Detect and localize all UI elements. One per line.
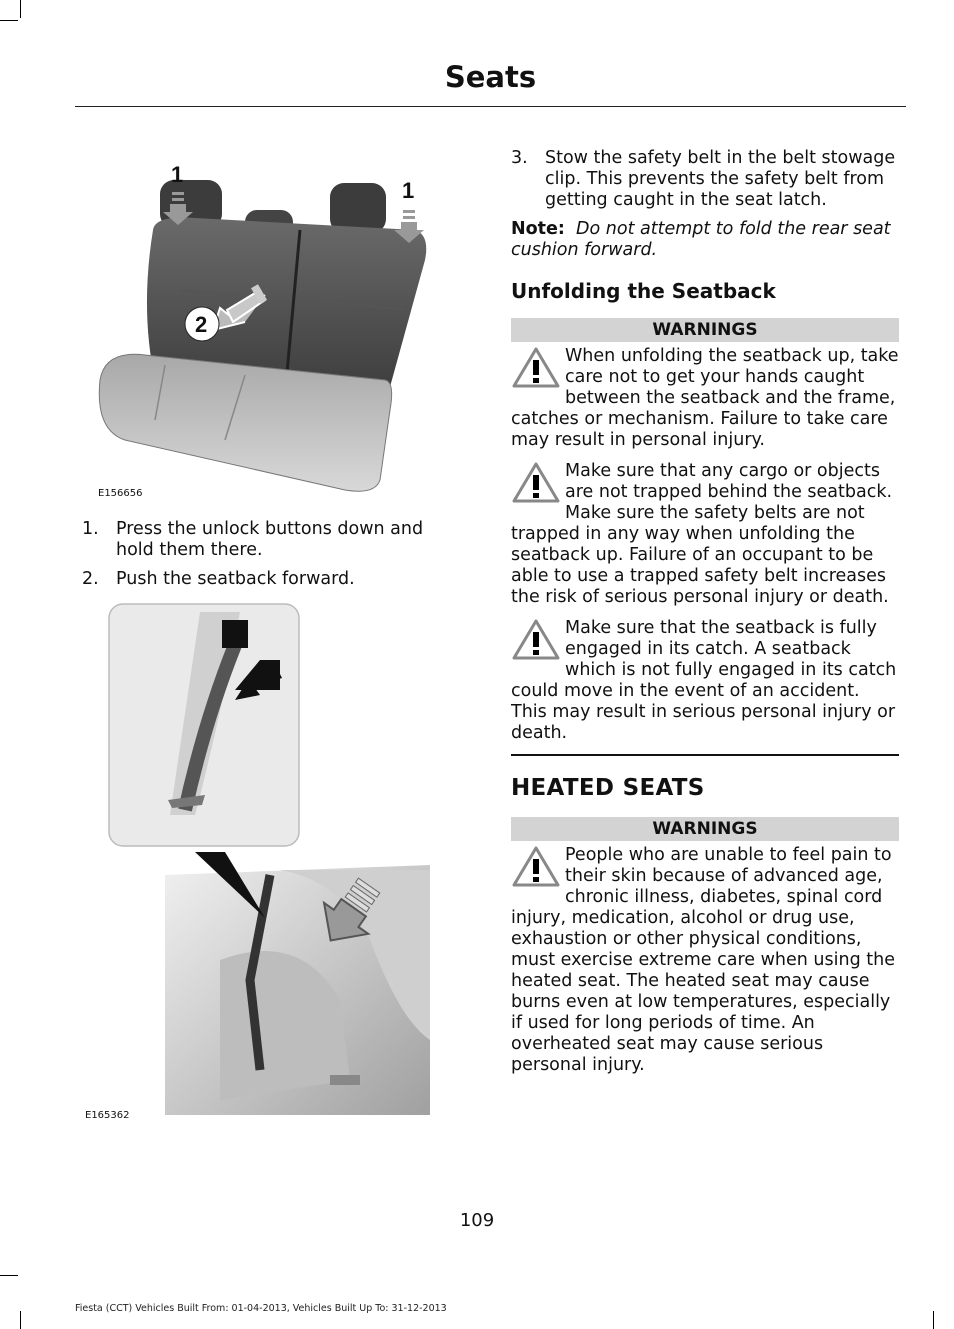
step-text: Press the unlock buttons down and hold them there. — [116, 519, 424, 560]
callout-1-right: 1 — [402, 178, 415, 203]
step-number: 1. — [82, 519, 99, 539]
footer-text: Fiesta (CCT) Vehicles Built From: 01-04-2013, Vehicles Built Up To: 31-12-2013 — [75, 1303, 447, 1314]
warning-icon — [511, 845, 561, 889]
step-item — [511, 148, 899, 211]
rear-seat-illustration — [85, 150, 445, 495]
callout-1-left: 1 — [171, 162, 184, 187]
crop-mark — [20, 0, 21, 18]
header-divider — [75, 106, 906, 107]
right-column — [511, 148, 899, 1086]
warning-text: People who are unable to feel pain to their skin because of advanced age, chronic illness, diabetes, spinal cord injury, medication, alcohol or drug use, exhaustion or other physical conditions, must exercise extreme care when using the heated seat. The heated seat may cause burns even at low temperatures, especially if used for long periods of time. An overheated seat may cause serious personal injury. — [511, 845, 895, 1075]
page-number: 109 — [459, 1210, 495, 1231]
warning-text: Make sure that the seatback is fully engaged in its catch. A seatback which is not fully engaged in its catch could move in the event of an accident. This may result in serious personal injury or death. — [511, 618, 897, 743]
section-divider — [511, 754, 899, 756]
callout-2: 2 — [195, 312, 208, 337]
step-item — [82, 519, 452, 561]
warning-item — [511, 845, 899, 1076]
figure-code: E156656 — [98, 488, 143, 499]
warning-item — [511, 461, 899, 608]
note — [511, 219, 899, 261]
warning-item — [511, 618, 899, 744]
warning-text: When unfolding the seatback up, take care not to get your hands caught between the seatback and the frame, catches or mechanism. Failure to take care may result in personal injury. — [511, 346, 899, 450]
step-text: Stow the safety belt in the belt stowage clip. This prevents the safety belt from getting caught in the seat latch. — [545, 148, 896, 210]
warnings-header: WARNINGS — [511, 817, 899, 841]
step-item — [82, 569, 452, 590]
warning-icon — [511, 461, 561, 505]
section-heading: HEATED SEATS — [511, 775, 705, 801]
warning-text: Make sure that any cargo or objects are not trapped behind the seatback. Make sure the safety belts are not trapped in any way when unfolding the seatback up. Failure of an occupant to be able to use a trapped safety belt increases the risk of serious personal injury or death. — [511, 461, 893, 607]
step-number: 3. — [511, 148, 528, 168]
note-label: Note: — [511, 219, 565, 239]
figure-code: E165362 — [85, 1110, 130, 1121]
crop-mark — [933, 1311, 934, 1329]
note-text: Do not attempt to fold the rear seat cushion forward. — [511, 219, 891, 260]
step-number: 2. — [82, 569, 99, 589]
warnings-header: WARNINGS — [511, 318, 899, 342]
warning-icon — [511, 346, 561, 390]
instruction-steps — [82, 519, 452, 598]
crop-mark — [20, 1311, 21, 1329]
warning-icon — [511, 618, 561, 662]
warning-item — [511, 346, 899, 451]
crop-mark — [0, 1275, 18, 1276]
section-heading: Unfolding the Seatback — [511, 279, 776, 303]
crop-mark — [0, 20, 18, 21]
page-title: Seats — [444, 60, 537, 94]
belt-stowage-illustration — [100, 600, 440, 1120]
step-text: Push the seatback forward. — [116, 569, 355, 589]
